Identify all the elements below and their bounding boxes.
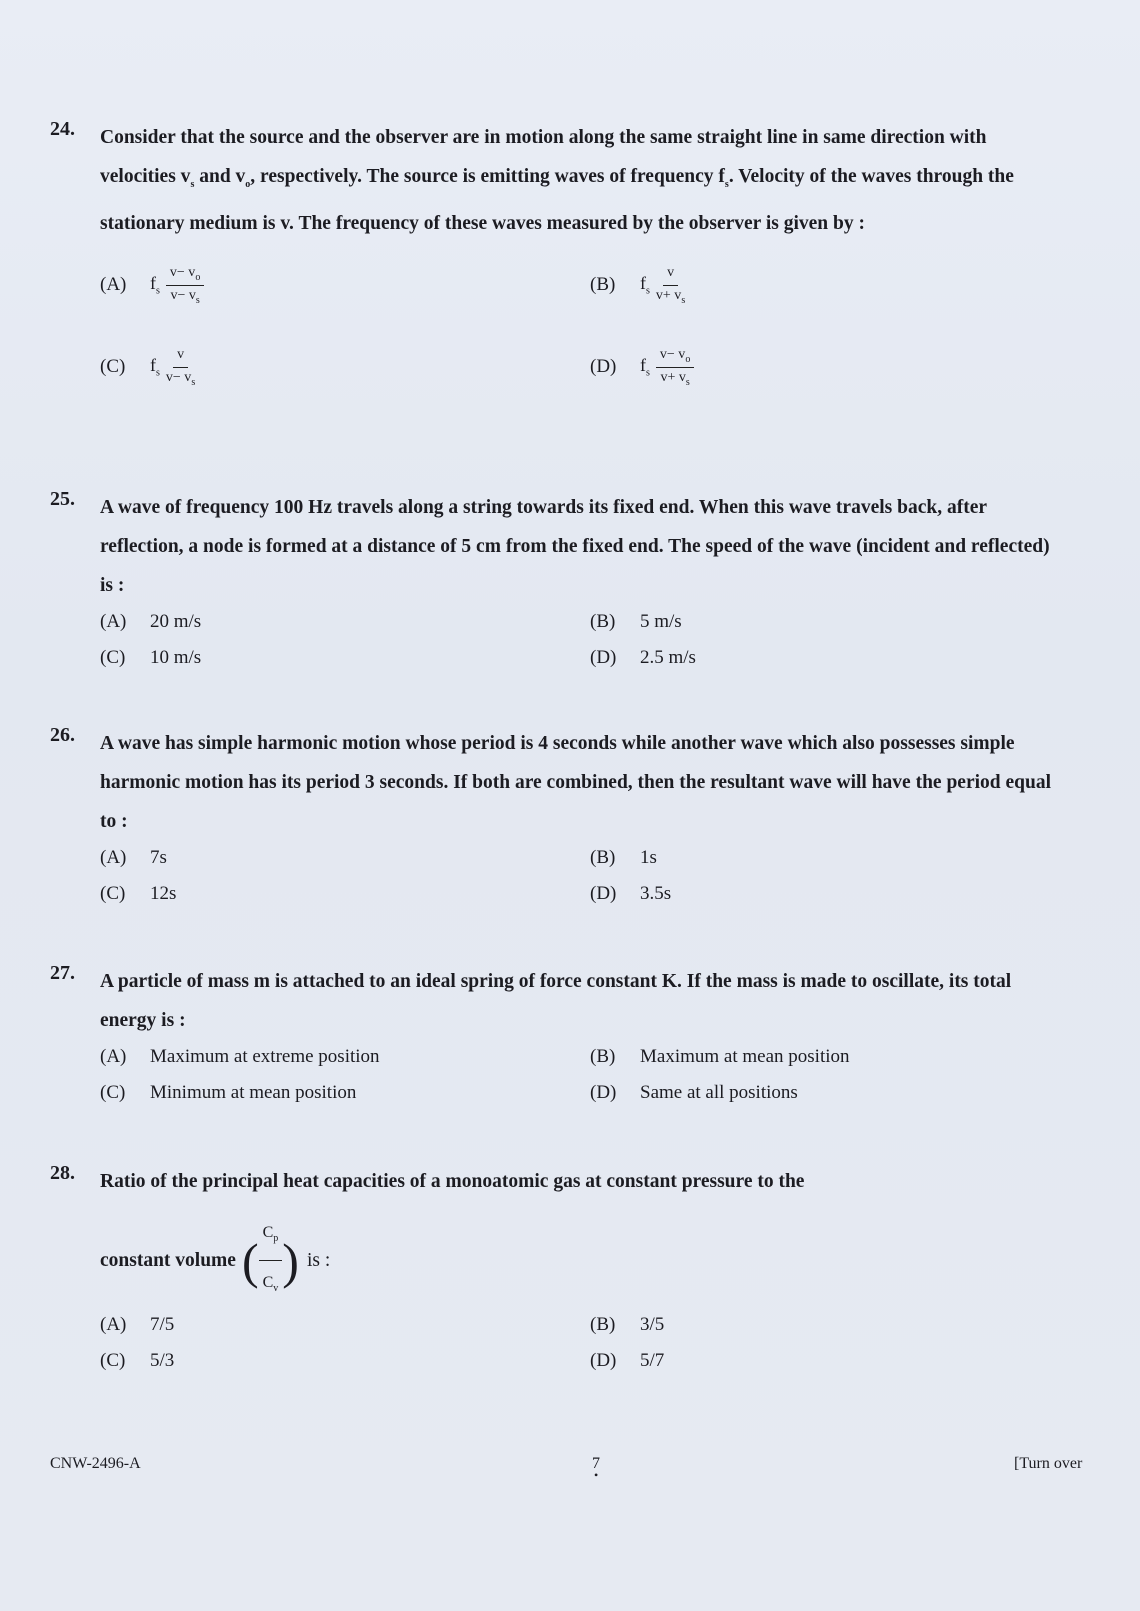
option-b: (B) 5 m/s xyxy=(590,611,682,632)
option-c: (C) $f_s$ $\frac{v}{v- v_s}$ xyxy=(100,346,196,388)
option-b: (B) 1s xyxy=(590,847,657,868)
paper-code: CNW-2496-A xyxy=(50,1455,141,1472)
question-number: 27. xyxy=(50,962,75,984)
question-27 xyxy=(50,962,1060,1103)
option-b: (B) $f_s$ $\frac{v}{v+ v_s}$ xyxy=(590,264,686,306)
question-number: 25. xyxy=(50,488,75,510)
turn-over: [Turn over xyxy=(1014,1455,1083,1472)
question-28 xyxy=(50,1162,1060,1372)
page-number: 7 xyxy=(592,1455,600,1472)
question-25 xyxy=(50,488,1060,668)
option-c: (C) Minimum at mean position xyxy=(100,1082,357,1103)
option-a: (A) 20 m/s xyxy=(100,611,202,632)
question-24 xyxy=(50,118,1060,388)
option-a: (A) Maximum at extreme position xyxy=(100,1046,380,1067)
fraction: $\frac{v- v_o}{v+ v_s}$ xyxy=(656,347,694,388)
option-d: (D) 5/7 xyxy=(590,1350,665,1372)
question-text: A particle of mass m is attached to an ideal spring of force constant K. If the mass is made to oscillate, its total energy is : xyxy=(100,971,1012,1031)
question-text: Consider that the source and the observer are in motion along the same straight line in same direction with velocities $v_s$ and $v_o$, respectively. The source is emitting waves of frequency $f_s$. Velocity of the waves through the stationary medium is v. The frequency of these waves measured by the observer is given by : xyxy=(100,127,1014,234)
fraction: $\frac{v}{v- v_s}$ xyxy=(165,346,196,388)
fraction: $\frac{v- v_o}{v- v_s}$ xyxy=(166,265,204,306)
option-c: (C) 5/3 xyxy=(100,1350,175,1372)
bullet-mark: • xyxy=(594,1468,599,1482)
option-d: (D) Same at all positions xyxy=(590,1082,798,1103)
question-number: 26. xyxy=(50,724,75,746)
question-26 xyxy=(50,724,1060,904)
option-a: (A) 7/5 xyxy=(100,1314,175,1336)
option-a: (A) 7s xyxy=(100,847,167,868)
option-a: (A) $f_s$ $\frac{v- v_o}{v- v_s}$ xyxy=(100,265,204,306)
question-text: Ratio of the principal heat capacities of a monoatomic gas at constant pressure to the constant volume ( $\frac{C_p}{C_v}$ ) is : xyxy=(100,1162,1060,1308)
question-text: A wave of frequency 100 Hz travels along a string towards its fixed end. When this wave travels back, after reflection, a node is formed at a distance of 5 cm from the fixed end. The speed of the wave (incident and reflected) is : xyxy=(100,497,1050,596)
option-c: (C) 10 m/s xyxy=(100,647,202,668)
option-c: (C) 12s xyxy=(100,883,177,904)
question-text: A wave has simple harmonic motion whose period is 4 seconds while another wave which also possesses simple harmonic motion has its period 3 seconds. If both are combined, then the resultant wave will have the period equal to : xyxy=(100,733,1052,832)
ratio-fraction: ( $\frac{C_p}{C_v}$ ) xyxy=(242,1213,299,1308)
option-b: (B) 3/5 xyxy=(590,1314,665,1336)
option-d: (D) $f_s$ $\frac{v- v_o}{v+ v_s}$ xyxy=(590,347,694,388)
question-number: 28. xyxy=(50,1162,75,1184)
option-d: (D) 3.5s xyxy=(590,883,672,904)
fraction: $\frac{v}{v+ v_s}$ xyxy=(655,264,686,306)
option-b: (B) Maximum at mean position xyxy=(590,1046,850,1067)
option-d: (D) 2.5 m/s xyxy=(590,647,696,668)
question-number: 24. xyxy=(50,118,75,140)
